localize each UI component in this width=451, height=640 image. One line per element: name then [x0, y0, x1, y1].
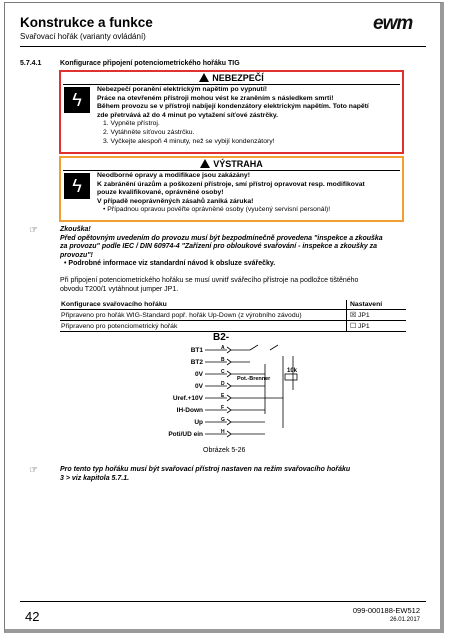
- pin-contact: [227, 419, 231, 425]
- pin-label: Poti/UD ein: [168, 431, 203, 438]
- warning-triangle-icon: [200, 159, 210, 168]
- config-table: [60, 300, 406, 332]
- electric-shock-icon: ϟ: [64, 87, 90, 113]
- document-date: 26.01.2017: [389, 617, 420, 623]
- pin-label: IH-Down: [176, 407, 203, 414]
- page-title: Konstrukce a funkce: [20, 15, 153, 30]
- table-header-setting: Nastavení: [347, 300, 407, 310]
- torch-mode-note: Pro tento typ hořáku musí být svařovací přístroj nastaven na režim svařovacího hořáku 3 > viz kapitola 5.7.1.: [60, 466, 351, 482]
- pin-contact: [227, 383, 231, 389]
- danger-heading: NEBEZPEČÍ: [63, 72, 400, 85]
- pin-letter: C: [221, 369, 225, 375]
- table-row: Připraveno pro potenciometrický hořák ☐ JP1: [60, 321, 406, 332]
- pin-contact: [227, 347, 231, 353]
- section-title: Konfigurace připojení potenciometrického hořáku TIG: [60, 60, 240, 67]
- pin-label: Up: [194, 419, 203, 426]
- header-rule: [20, 46, 426, 47]
- pin-label: BT1: [190, 347, 203, 354]
- table-row: Připraveno pro hořák WIG-Standard popř. hořák Up-Down (z výrobního závodu) ☒ JP1: [60, 310, 406, 321]
- section-number: 5.7.4.1: [20, 60, 42, 67]
- ewm-logo: [373, 13, 412, 35]
- figure-caption: Obrázek 5-26: [203, 447, 246, 454]
- pin-contact: [227, 431, 231, 437]
- electric-shock-icon: ϟ: [64, 173, 90, 199]
- pin-letter: E: [221, 393, 225, 399]
- wiring-diagram: [155, 330, 355, 445]
- pointing-hand-icon: ☞: [29, 225, 38, 236]
- pin-letter: D: [221, 381, 225, 387]
- caution-box: [59, 156, 404, 222]
- pin-contact: [227, 371, 231, 377]
- pin-letter: G: [221, 417, 225, 423]
- pointing-hand-icon: ☞: [29, 465, 38, 476]
- danger-text: Nebezpečí poranění elektrickým napětím po vypnutí! Práce na otevřeném přístroji mohou vést ke zraněním s následkem smrti! Během provozu se v přístroji nabíjejí kondenzátory elektrickým napětím. Toto napětí zde přetrvává až do 4 minut po vytažení síťové zástrčky. 1. Vypněte přístroj. 2. Vytáhněte síťovou zástrčku. 3. Vyčkejte alespoň 4 minuty, než se vybijí kondenzátory!: [97, 86, 369, 145]
- pin-label: 0V: [195, 371, 203, 378]
- manual-page: [4, 2, 444, 633]
- footer-rule: [20, 601, 426, 602]
- danger-box: [59, 70, 404, 154]
- page-number: 42: [25, 609, 40, 624]
- pin-contact: [227, 395, 231, 401]
- connector-label: B2-: [213, 332, 230, 343]
- connector-pins: [168, 345, 283, 438]
- pin-letter: F: [221, 405, 225, 411]
- caution-text: Neodborné opravy a modifikace jsou zakázány! K zabránění úrazům a poškození přístroje, smí přístroj opravovat resp. modifikovat pouze kvalifikované, oprávněné osoby! V případě neoprávněných zásahů zaniká záruka! • Případnou opravou pověřte oprávněné osoby (vyučený servisní personál)!: [97, 172, 365, 214]
- pin-contact: [227, 407, 231, 413]
- warning-triangle-icon: [199, 73, 209, 82]
- logo-text: ewm: [373, 13, 413, 34]
- pin-contact: [227, 359, 231, 365]
- pin-letter: B: [221, 357, 225, 363]
- page-subtitle: Svařovací hořák (varianty ovládání): [20, 32, 146, 41]
- pin-label: Uref.+10V: [172, 395, 203, 402]
- jumper-intro: Při připojení potenciometrického hořáku se musí uvnitř svářecího přístroje na podložce tištěného obvodu T200/1 vytáhnout jumper JP1.: [60, 277, 359, 293]
- table-header-config: Konfigurace svařovacího hořáku: [60, 300, 347, 310]
- pot-torch-label: Pot.-Brenner: [237, 376, 271, 382]
- pin-letter: A: [221, 345, 225, 351]
- resistor-label: 10k: [287, 368, 298, 374]
- inspection-note: Zkouška! Před opětovným uvedením do provozu musí být bezpodmínečně provedena "inspekce a zkouška za provozu" podle IEC / DIN 60974-4 "Zařízení pro obloukové svařování - inspekce a zkoušky za provozu"! • Podrobné informace viz standardní návod k obsluze svářečky.: [60, 226, 383, 268]
- document-id: 099-000188-EW512: [352, 606, 420, 615]
- caution-heading: VÝSTRAHA: [63, 158, 400, 171]
- pin-letter: H: [221, 429, 225, 435]
- pin-label: BT2: [190, 359, 203, 366]
- pin-label: 0V: [195, 383, 203, 390]
- potentiometer-symbol: [285, 374, 297, 380]
